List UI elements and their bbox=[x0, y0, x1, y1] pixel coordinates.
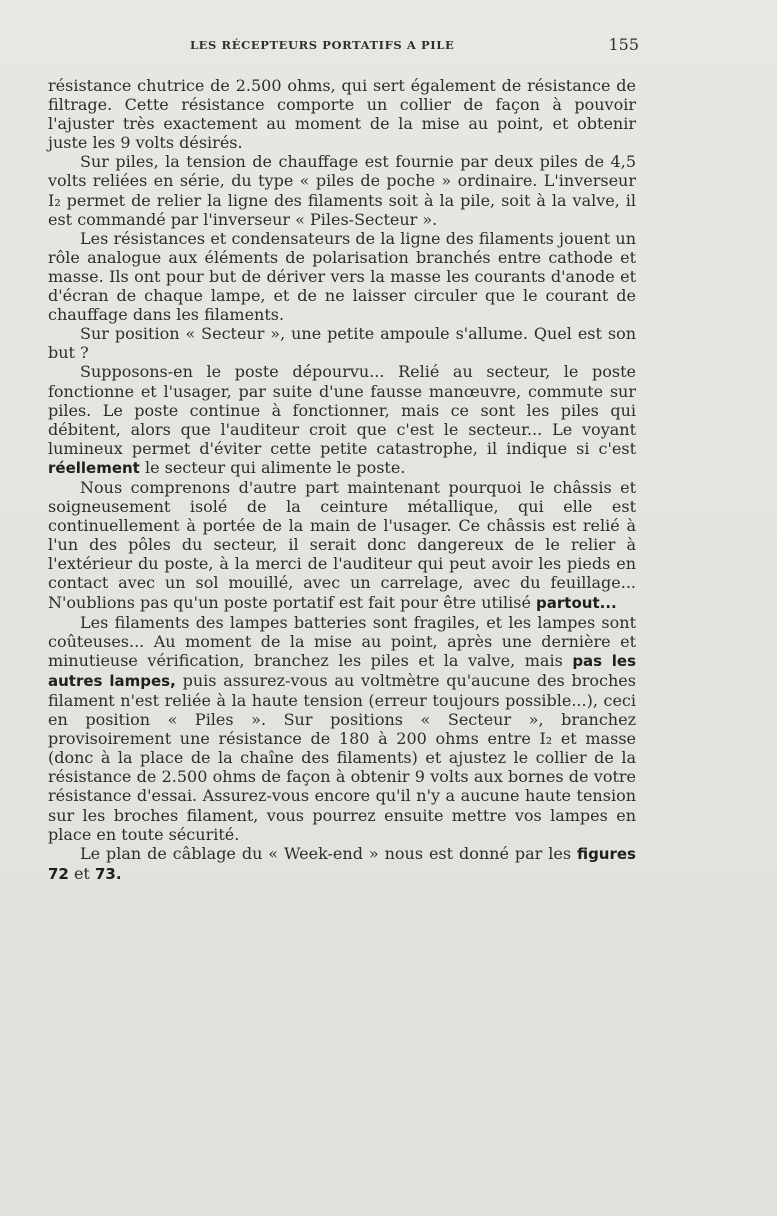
running-head: LES RÉCEPTEURS PORTATIFS A PILE bbox=[190, 38, 455, 52]
paragraph-text: Supposons-en le poste dépourvu... Relié au secteur, le poste fonctionne et l'usager, par suite d'une fausse manœuvre, commute sur piles. Le poste continue à fonctionner, mais ce sont les piles qui débitent, alors que l'auditeur croit que c'est le secteur... Le voyant lumineux permet d'éviter cette petite catastrophe, il indique si c'est bbox=[48, 362, 636, 458]
paragraph-text: Les filaments des lampes batteries sont fragiles, et les lampes sont coûteuses... Au moment de la mise au point, après une dernière et minutieuse vérification, branchez les piles et la valve, mais bbox=[48, 612, 636, 670]
paragraph-text: Sur position « Secteur », une petite ampoule s'allume. Quel est son but ? bbox=[48, 324, 636, 363]
emphasis-reellement: réellement bbox=[48, 458, 140, 477]
paragraph-5 bbox=[48, 362, 636, 478]
paragraph-2 bbox=[48, 152, 636, 228]
figure-reference-72: figures 72 bbox=[48, 844, 636, 883]
paragraph-text: et bbox=[68, 863, 95, 883]
paragraph-text: puis assurez-vous au voltmètre qu'aucune des broches filament n'est reliée à la haute tension (erreur toujours possible...), ceci en position « Piles ». Sur positions « Secteur », branchez provisoirement une résistance de 180 à 200 ohms entre I₂ et masse (donc à la place de la chaîne des filaments) et ajustez le collier de la résistance de 2.500 ohms de façon à obtenir 9 volts aux bornes de votre résistance d'essai. Assurez-vous encore qu'il n'y a aucune haute tension sur les broches filament, vous pourrez ensuite mettre vos lampes en place en toute sécurité. bbox=[48, 670, 636, 844]
paragraph-3 bbox=[48, 229, 636, 324]
paragraph-text: le secteur qui alimente le poste. bbox=[139, 457, 406, 477]
emphasis-pas-les-autres-lampes: pas les autres lampes, bbox=[48, 651, 636, 690]
page-number: 155 bbox=[608, 35, 639, 54]
paragraph-1 bbox=[48, 76, 636, 152]
page-header bbox=[190, 35, 639, 60]
paragraph-text: résistance chutrice de 2.500 ohms, qui sert également de résistance de filtrage. Cette résistance comporte un collier de façon à pouvoir l'ajuster très exactement au moment de la mise au point, et obtenir juste les 9 volts désirés. bbox=[48, 76, 636, 153]
paragraph-text: Sur piles, la tension de chauffage est fournie par deux piles de 4,5 volts reliées en série, du type « piles de poche » ordinaire. L'inverseur I₂ permet de relier la ligne des filaments soit à la pile, soit à la valve, il est commandé par l'inverseur « Piles-Secteur ». bbox=[48, 152, 636, 229]
figure-reference-73: 73. bbox=[94, 864, 122, 883]
paragraph-text: Les résistances et condensateurs de la ligne des filaments jouent un rôle analogue aux éléments de polarisation branchés entre cathode et masse. Ils ont pour but de dériver vers la masse les courants d'anode et d'écran de chaque lampe, et de ne laisser circuler que le courant de chauffage dans les filaments. bbox=[48, 228, 636, 325]
paragraph-8 bbox=[48, 844, 636, 884]
paragraph-text: Nous comprenons d'autre part maintenant pourquoi le châssis et soigneusement isolé de la ceinture métallique, qui elle est continuellement à portée de la main de l'usager. Ce châssis est relié à l'un des pôles du secteur, il serait donc dangereux de le relier à l'extérieur du poste, à la merci de l'auditeur qui peut avoir les pieds en contact avec un sol mouillé, avec un carrelage, avec du feuillage... N'oublions pas qu'un poste portatif est fait pour être utilisé bbox=[48, 477, 636, 612]
emphasis-partout: partout... bbox=[536, 593, 617, 612]
body-text bbox=[48, 76, 636, 884]
paragraph-4 bbox=[48, 324, 636, 362]
paragraph-7 bbox=[48, 613, 636, 844]
paragraph-6 bbox=[48, 478, 636, 613]
paragraph-text: Le plan de câblage du « Week-end » nous est donné par les bbox=[80, 843, 577, 863]
